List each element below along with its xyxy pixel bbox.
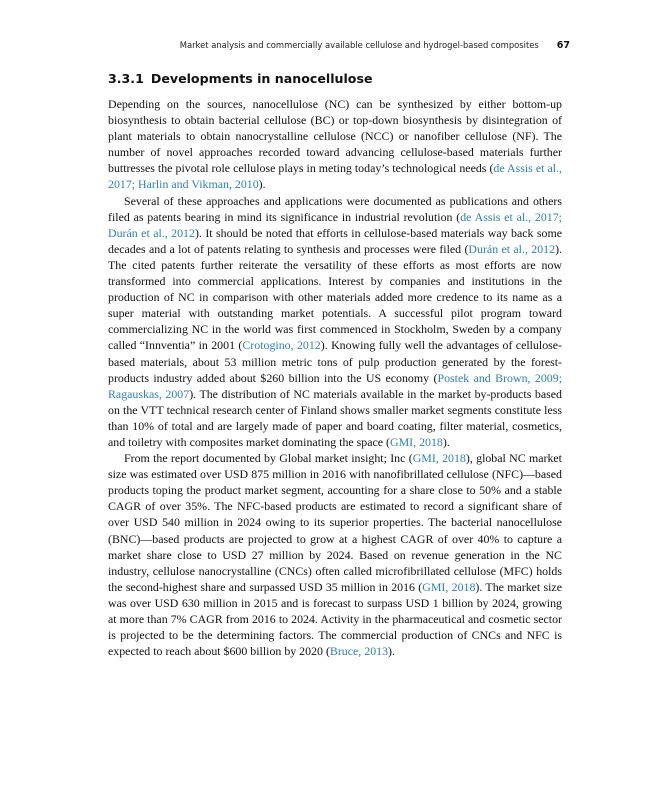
paragraph-text: ). bbox=[388, 644, 395, 659]
citation-link[interactable]: GMI, 2018 bbox=[422, 579, 476, 594]
citation-link[interactable]: de Assis et al., 2017; Durán et al., 2012 bbox=[108, 209, 562, 240]
citation-link[interactable]: GMI, 2018 bbox=[390, 434, 443, 449]
paragraph-text: ). The distribution of NC materials available in the market by-products based on the VTT technical research center of Finland shows smaller market segments constitute less than 10% of total and are largely made of paper and board coating, filter material, cosmetics, and toiletry with composites market dominating the space ( bbox=[108, 386, 563, 449]
citation-link[interactable]: Durán et al., 2012 bbox=[468, 241, 556, 256]
paragraph-2 bbox=[108, 193, 562, 451]
page-number: 67 bbox=[556, 40, 570, 51]
citation-link[interactable]: Bruce, 2013 bbox=[329, 644, 389, 659]
paragraph-text: ). bbox=[258, 177, 266, 192]
running-head bbox=[108, 40, 570, 51]
section-title: Developments in nanocellulose bbox=[150, 71, 373, 86]
running-head-title: Market analysis and commercially available cellulose and hydrogel-based composites bbox=[179, 40, 539, 50]
paragraph-text: From the report documented by Global market insight; Inc ( bbox=[124, 451, 413, 466]
paragraph-3 bbox=[108, 450, 562, 659]
paragraph-text: ), global NC market size was estimated over USD 875 million in 2016 with nanofibrillated cellulose (NFC)—based products toping the product market segment, accounting for a share close to 50% and a stable CAGR of over 35%. The NFC-based products are estimated to record a significant share of over USD 540 million in 2024 owing to its superior properties. The bacterial nanocellulose (BNC)—based products are projected to grow at a highest CAGR of over 40% to capture a market share close to USD 27 million by 2024. Based on revenue generation in the NC industry, cellulose nanocrystalline (CNCs) often called microfibrillated cellulose (MFC) holds the second-highest share and surpassed USD 35 million in 2016 ( bbox=[108, 451, 562, 594]
citation-link[interactable]: GMI, 2018 bbox=[412, 451, 466, 466]
citation-link[interactable]: de Assis et al., 2017; Harlin and Vikman, 2010 bbox=[108, 161, 562, 192]
section-heading bbox=[108, 71, 372, 86]
paragraph-1 bbox=[108, 96, 562, 193]
paragraph-text: ). Knowing fully well the advantages of cellulose-based materials, about 53 million metric tons of pulp production generated by the forest-products industry added about $260 billion into the US economy ( bbox=[108, 338, 563, 385]
section-number: 3.3.1 bbox=[108, 71, 144, 86]
paragraph-text: ). The cited patents further reiterate the versatility of these efforts as most efforts are now transformed into commercial applications. Interest by companies and institutions in the production of NC in comparison with other materials added more credence to its name as a super material with outstanding market potentials. A successful pilot program toward commercializing NC in the world was first commenced in Stockholm, Sweden by a company called “Innventia” in 2001 ( bbox=[108, 241, 562, 353]
citation-link[interactable]: Postek and Brown, 2009; Ragauskas, 2007 bbox=[108, 370, 562, 401]
body-text bbox=[108, 96, 562, 659]
paragraph-text: Depending on the sources, nanocellulose (NC) can be synthesized by either bottom-up biosynthesis to obtain bacterial cellulose (BC) or top-down biosynthesis by disintegration of plant materials to obtain nanocrystalline cellulose (NCC) or nanofiber cellulose (NF). The number of novel approaches recorded toward advancing cellulose-based materials further buttresses the pivotal role cellulose plays in meting today’s technological needs ( bbox=[108, 97, 562, 176]
citation-link[interactable]: Crotogino, 2012 bbox=[242, 338, 321, 353]
paragraph-text: ). The market size was over USD 630 million in 2015 and is forecast to surpass USD 1 billion by 2024, growing at more than 7% CAGR from 2016 to 2024. Activity in the pharmaceutical and cosmetic sector is projected to be the determining factors. The commercial production of CNCs and NFC is expected to reach about $600 billion by 2020 ( bbox=[108, 579, 562, 659]
paragraph-text: ). bbox=[442, 434, 450, 449]
paragraph-text: Several of these approaches and applications were documented as publications and others filed as patents bearing in mind its significance in industrial revolution ( bbox=[108, 193, 562, 224]
paragraph-text: ). It should be noted that efforts in cellulose-based materials way back some decades and a lot of patents relating to synthesis and processes were filed ( bbox=[108, 225, 562, 256]
